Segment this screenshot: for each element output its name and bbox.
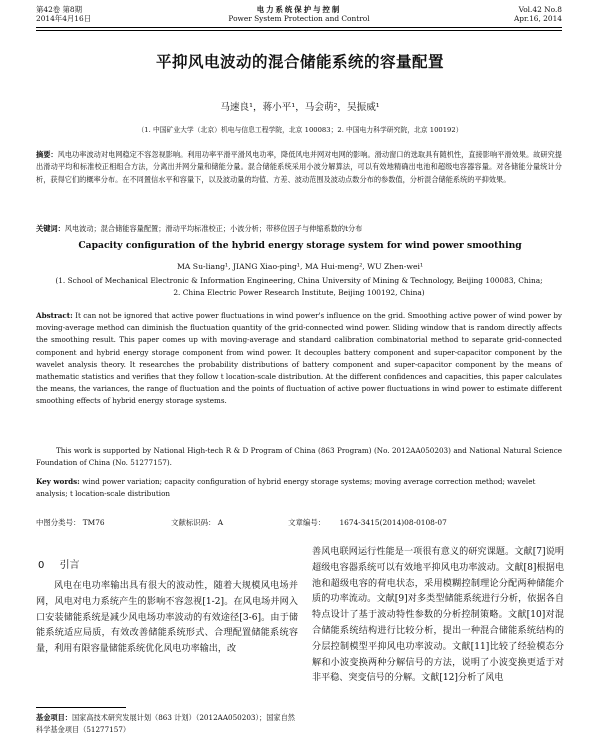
body-left-column xyxy=(36,546,298,658)
abstract-cn xyxy=(36,149,562,186)
intro-paragraph-left: 风电在电功率输出具有很大的波动性，随着大规模风电场并网，风电对电力系统产生的影响不容忽视[1-2]。在风电场并网入口安装储能系统是减少风电场功率波动的有效途径[3-6]。由于储能系统适应局质，有效改善储能系统形式、合理配置储能系统容量，利用有限容量储能系统优化风电功率输出，改 xyxy=(36,581,298,655)
header-rule-thin xyxy=(36,30,562,31)
affiliation-en xyxy=(36,275,562,299)
running-header xyxy=(36,5,562,33)
footnote-rule xyxy=(36,707,126,708)
clc-label: 中图分类号： xyxy=(36,518,81,527)
body-right-column xyxy=(312,545,564,687)
doc-code-label: 文献标识码： xyxy=(171,518,216,527)
affiliation-en-line: (1. School of Mechanical Electronic & Information Engineering, China University of Mining & Technology, Beijing 100083, China; xyxy=(55,276,543,285)
header-volume: 第42卷 第8期 xyxy=(36,5,83,14)
clc-value: TM76 xyxy=(82,518,105,527)
paper-title-en: Capacity configuration of the hybrid energy storage system for wind power smoothing xyxy=(78,240,522,251)
keywords-cn-text: 风电波动；混合储能容量配置；滑动平均标准校正；小波分析；带移位因子与伸缩系数的t分布 xyxy=(64,224,363,233)
footnote-funding xyxy=(36,712,298,736)
classification-line xyxy=(36,517,562,528)
abstract-cn-label: 摘要： xyxy=(36,150,58,159)
footnote-funding-text: 国家高技术研究发展计划（863 计划）（2012AA050203）；国家自然科学基金项目（51277157） xyxy=(36,713,295,734)
keywords-en xyxy=(36,476,562,500)
doc-code-value: A xyxy=(217,518,224,527)
footnote-funding-label: 基金项目： xyxy=(36,713,72,722)
header-rule-thick xyxy=(36,27,562,28)
journal-name-en: Power System Protection and Control xyxy=(228,14,370,23)
header-date-en: Apr.16, 2014 xyxy=(513,14,562,23)
footnote xyxy=(36,707,298,736)
abstract-en-label: Abstract: xyxy=(36,311,73,320)
affiliation-en-line: 2. China Electric Power Research Institute, Beijing 100192, China) xyxy=(173,288,425,297)
keywords-en-label: Key words: xyxy=(36,477,80,486)
intro-paragraph-right: 善风电联网运行性能是一项很有意义的研究课题。文献[7]说明超级电容器系统可以有效地平抑风电功率波动。文献[8]根据电池和超级电容的荷电状态，采用模糊控制理论分配两种储能介质的功率流动。文献[9]对多类型储能系统进行分析，依据各自特点设计了基于波动特性参数的分析控制策略。文献[10]对混合储能系统结构进行比较分析，提出一种混合储能系统结构的分层控制模型平抑风电功率波动。文献[11]比较了经验模态分解和小波变换两种分解信号的方法，说明了小波变换更适于对非平稳、突变信号的分解。文献[12]分析了风电 xyxy=(312,547,564,684)
authors-en: MA Su-liang¹, JIANG Xiao-ping¹, MA Hui-meng², WU Zhen-wei¹ xyxy=(176,262,424,271)
article-no-value: 1674-3415(2014)08-0108-07 xyxy=(339,518,447,527)
paper-title-cn: 平抑风电波动的混合储能系统的容量配置 xyxy=(155,53,444,71)
authors-cn: 马速良¹，蒋小平¹，马会萌²，吴振威¹ xyxy=(220,102,380,113)
keywords-cn xyxy=(36,223,562,235)
keywords-en-text: wind power variation; capacity configuration of hybrid energy storage systems; moving average correction method; wavelet analysis; t location-scale distribution xyxy=(36,477,536,499)
abstract-cn-text: 风电功率波动对电网稳定不容忽视影响。利用功率平滑平滑风电功率，降低风电并网对电网的影响。滑动窗口的选取具有随机性，直接影响平滑效果。故研究提出滑动平均和标准校正相组合方法，分离出并网分量和储能分量。混合储能系统采用小波分解算法，可以有效地精确出电池和超级电容器容量。对各储能分量统计分析，获得它们的概率分布。在不同置信水平和容量下，以及波动量的均值、方差、波动范围及波动点数分布的参数值，分析混合储能系统的平抑效果。 xyxy=(36,150,562,184)
section-title: 引言 xyxy=(59,560,80,571)
article-no-label: 文章编号： xyxy=(288,518,326,527)
journal-name-cn: 电力系统保护与控制 xyxy=(256,5,342,14)
keywords-cn-label: 关键词： xyxy=(36,224,65,233)
header-journal xyxy=(36,5,562,23)
abstract-en-text: It can not be ignored that active power fluctuations in wind power's influence on the grid. Smoothing active power of wind power by moving-average method can diminish the fluctuation quantity of the grid-connected wind power. Sliding window that is random directly affects the smoothing result. This paper comes up with moving-average and standard calibration combinatorial method to separate grid-connected component and hybrid energy storage component from wind power. It decouples battery component and super-capacitor component by the wavelet analysis theory. It researches the probability distributions of battery component and super-capacitor component by the means of mathematic statistics and verifies that they follow t location-scale distribution. At the different confidences and capacities, this paper calculates the means, the variances, the range of fluctuation and the points of fluctuation of active power fluctuations in wind power to estimate different smoothing effects of hybrid energy storage systems. xyxy=(36,311,562,406)
header-date: 2014年4月16日 xyxy=(36,14,92,23)
affiliation-cn: （1. 中国矿业大学（北京）机电与信息工程学院，北京 100083；2. 中国电力科学研究院，北京 100192） xyxy=(137,126,463,134)
header-right xyxy=(514,5,562,23)
header-volume-en: Vol.42 No.8 xyxy=(518,5,562,14)
section-heading xyxy=(38,556,298,571)
abstract-en xyxy=(36,310,562,408)
funding-en: This work is supported by National High-tech R & D Program of China (863 Program) (No. 2012AA050203) and National Natural Science Foundation of China (No. 51277157). xyxy=(36,446,562,468)
section-number: 0 xyxy=(38,560,45,571)
